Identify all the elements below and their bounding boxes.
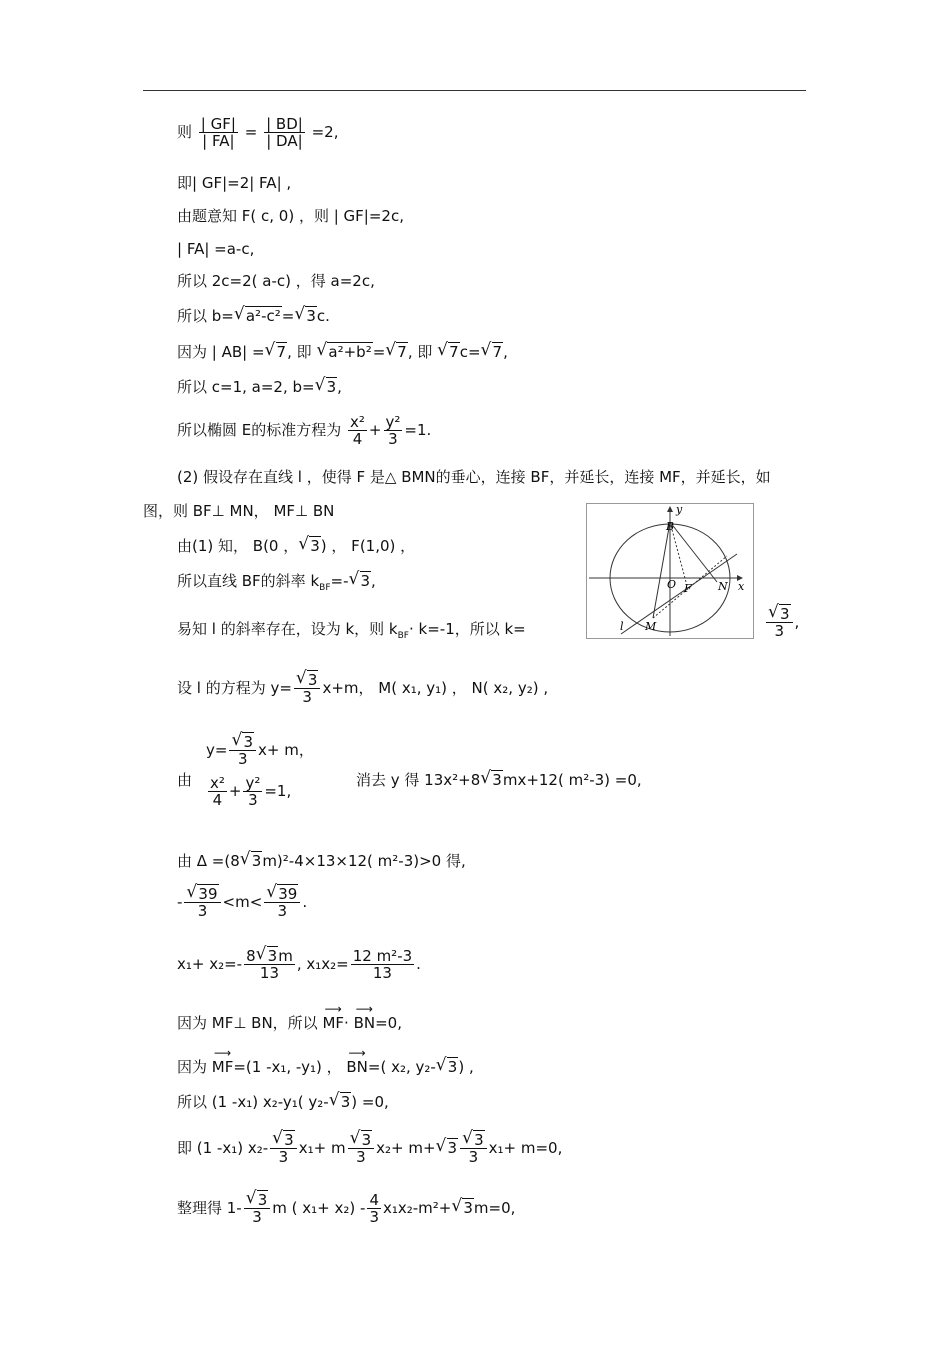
label-x: x [738,580,745,593]
sqrt [437,343,460,361]
fraction [766,606,793,639]
text: c. [316,307,330,325]
radicand: 3 [340,1093,351,1111]
text: 因为 MF⊥ BN，所以 [177,1014,323,1032]
text: ) ， F(1,0) ， [320,537,416,555]
numerator: 4 [369,1191,379,1209]
radicand: 7 [397,343,407,361]
radicand: 3 [447,1058,458,1076]
text: x₁+ m [298,1139,346,1157]
sqrt [480,771,503,789]
radicand: 3 [474,1131,484,1149]
numerator [270,1132,297,1148]
numerator [184,886,220,902]
denominator: 13 [351,964,414,981]
denominator: 3 [244,1208,271,1225]
fraction [243,775,262,808]
denominator: 4 [208,791,227,808]
y-axis-arrow-icon [667,506,673,512]
numerator [766,606,793,622]
line-16 [177,948,421,981]
ellipse-figure [586,503,754,639]
text: , 即 [407,343,438,361]
text: 因为 [177,1058,212,1076]
line-2: 即| GF|=2| FA| , [177,174,292,192]
denominator: 3 [294,688,321,705]
radicand: 3 [243,733,253,751]
text: 所以 b= [177,307,234,325]
numerator: x² [350,413,365,431]
paragraph-2-line-b: 图，则 BF⊥ MN， MF⊥ BN [143,502,335,520]
numerator [229,734,256,750]
denominator: | DA| [264,132,305,149]
fraction [460,1132,487,1165]
header-rule [143,90,806,91]
fraction [184,886,220,919]
radicand: 3 [326,378,337,396]
radicand: 3 [492,771,502,789]
numerator [244,948,295,964]
text: y= [206,741,228,759]
line-l [621,554,737,634]
line-19 [177,1093,389,1111]
vector-MF: ⟶ MF [212,1058,234,1076]
sqrt [186,886,218,902]
radicand: 3 [361,1131,372,1149]
radicand: 7 [492,343,503,361]
text: 即 (1 -x₁) x₂- [177,1139,269,1157]
line-18 [177,1058,474,1076]
text: . [302,893,308,911]
denominator: 3 [229,750,256,767]
sqrt [436,1058,459,1076]
label-l: l [620,620,624,633]
fraction [264,116,305,149]
text: ) =0, [351,1093,389,1111]
vector-BN: ⟶ BN [346,1058,368,1076]
subscript: BF [319,583,331,593]
text: x₁x₂-m²+ [382,1199,452,1217]
sqrt [385,343,408,361]
text: m ( x₁+ x₂) - [272,1199,366,1217]
sqrt [294,307,317,325]
vector-BN: ⟶ BN [354,1014,376,1032]
text: 设 l 的方程为 y= [177,679,292,697]
line-11 [177,572,376,597]
system-eliminate [356,771,642,789]
text: =- [330,572,349,590]
text: 所以 (1 -x₁) x₂-y₁( y₂- [177,1093,329,1111]
label-N: N [718,580,728,593]
text: ) , [458,1058,474,1076]
numerator: y² [245,774,261,792]
text: 所以 c=1, a=2, b= [177,378,315,396]
denominator: 3 [264,902,300,919]
fraction [348,414,367,447]
sqrt [265,343,288,361]
fraction [208,775,227,808]
text: , [794,613,800,631]
sqrt [329,1093,352,1111]
line-9-ellipse-equation [177,414,431,447]
sqrt [436,1139,459,1157]
text: =1. [404,421,432,439]
text: x+m， M( x₁, y₁) ， N( x₂, y₂) , [322,679,549,697]
radicand: a²+b² [328,343,372,361]
text: 所以直线 BF的斜率 k [177,572,320,590]
text: m)²-4×13×12( m²-3)>0 得, [262,852,466,870]
label-M: M [645,620,657,633]
text: mx+12( m²-3) =0, [502,771,642,789]
radicand: 7 [276,343,287,361]
denominator: 3 [460,1148,487,1165]
ellipse-diagram [587,504,753,638]
text: , x₁x₂= [296,955,349,973]
sqrt [266,886,298,902]
radicand: 39 [278,885,298,903]
text: , 即 [287,343,317,361]
denominator: 13 [244,964,295,981]
numerator: 12 m²-3 [352,947,413,965]
text: - [177,893,183,911]
system-row-2 [206,771,314,812]
line-4: | FA| =a-c, [177,240,255,258]
system-label: 由 [177,771,193,789]
numerator: y² [385,413,401,431]
numerator [244,1192,271,1208]
text: 整理得 1- [177,1199,242,1217]
sqrt [350,1132,373,1148]
text: 则 [177,123,193,141]
denominator: 3 [766,622,793,639]
denominator: 3 [270,1148,297,1165]
text: x₂+ m+ [376,1139,436,1157]
radicand: 3 [251,852,262,870]
text: =2, [311,123,339,141]
fraction [244,1192,271,1225]
text: , [337,378,342,396]
line-ratio [177,116,338,149]
text: x+ m， [258,741,314,759]
fraction [229,734,256,767]
segment-BM [653,522,670,618]
text: 消去 y 得 13x²+8 [356,771,481,789]
text: + [368,421,382,439]
sqrt [231,734,254,750]
line-12 [177,620,526,645]
numerator: | BD| [266,115,303,133]
fraction [348,1132,375,1165]
fraction [351,948,414,981]
segment-BN [670,522,717,582]
sqrt [256,948,279,964]
sqrt [462,1132,485,1148]
sqrt [296,672,319,688]
text: 因为 | AB| = [177,343,265,361]
text: =1, [264,782,292,800]
text: =(1 -x₁, -y₁) ， [233,1058,347,1076]
vector-MF: ⟶ MF [322,1014,344,1032]
line-13 [177,672,548,705]
system-of-equations [206,730,314,812]
fraction [199,116,238,149]
numerator [294,672,321,688]
sqrt [240,852,263,870]
fraction [264,886,300,919]
radicand: 3 [306,307,316,325]
sqrt [451,1199,474,1217]
line-17 [177,1014,402,1032]
label-F: F [684,582,692,595]
radicand: 39 [198,885,218,903]
denominator: 4 [348,430,367,447]
text: m [278,947,293,965]
subscript: BF [397,631,409,641]
radicand: 3 [310,537,320,555]
numerator [460,1132,487,1148]
text: m=0, [473,1199,516,1217]
label-O: O [667,578,677,591]
text: · [344,1014,354,1032]
text: , [503,343,508,361]
radicand: 3 [447,1139,458,1157]
fraction [270,1132,297,1165]
text: + [228,782,242,800]
line-15 [177,886,307,919]
denominator: | FA| [199,132,238,149]
line-6 [177,307,330,325]
system-row-1 [206,730,314,771]
fraction [367,1192,381,1225]
denominator: 3 [243,791,262,808]
radicand: 3 [360,572,371,590]
line-12-fraction [764,606,799,639]
sqrt [298,537,321,555]
sqrt [349,572,372,590]
line-20 [177,1132,562,1165]
radicand: 3 [284,1131,294,1149]
text: c= [459,343,481,361]
sqrt [234,307,282,325]
numerator: x² [210,774,225,792]
sqrt [481,343,504,361]
text: =( x₂, y₂- [367,1058,436,1076]
denominator: 3 [348,1148,375,1165]
radicand: 3 [780,605,790,623]
text: = [281,307,295,325]
system [206,730,314,812]
numerator [264,886,300,902]
text: =0, [375,1014,402,1032]
text: 所以椭圆 E的标准方程为 [177,421,342,439]
radicand: a²-c² [245,307,281,325]
radicand: 3 [463,1199,473,1217]
text: · k=-1，所以 k= [408,620,526,638]
sqrt [272,1132,295,1148]
text: = [372,343,386,361]
numerator [348,1132,375,1148]
denominator: 3 [184,902,220,919]
sqrt [315,378,338,396]
label-B: B [666,520,675,533]
text: . [416,955,421,973]
text: 由(1) 知， B(0 ， [177,537,299,555]
label-y: y [676,504,683,516]
text: <m< [222,893,263,911]
line-8 [177,378,342,396]
text: 由 Δ =(8 [177,852,240,870]
text: x₁+ m=0, [488,1139,563,1157]
fraction [244,948,295,981]
text: 易知 l 的斜率存在，设为 k，则 k [177,620,398,638]
sqrt [316,343,372,361]
text: = [244,123,258,141]
fraction [294,672,321,705]
line-10 [177,537,415,555]
line-21 [177,1192,515,1225]
line-14 [177,852,466,870]
sqrt [246,1192,269,1208]
radicand: 3 [257,1191,268,1209]
text: x₁+ x₂=- [177,955,243,973]
line-5: 所以 2c=2( a-c) ，得 a=2c, [177,272,375,290]
paragraph-2-line-a: (2) 假设存在直线 l ，使得 F 是△ BMN的垂心，连接 BF，并延长，连接 MF，并延长，如 [177,468,771,486]
denominator: 3 [369,1208,379,1226]
radicand: 7 [449,343,459,361]
radicand: 3 [267,947,278,965]
text: , [371,572,376,590]
text: 8 [246,947,256,965]
radicand: 3 [307,671,318,689]
line-7 [177,343,508,361]
line-3: 由题意知 F( c, 0) ，则 | GF|=2c, [177,207,404,225]
fraction [384,414,403,447]
denominator: 3 [384,430,403,447]
sqrt [768,606,791,622]
numerator: | GF| [200,115,236,133]
